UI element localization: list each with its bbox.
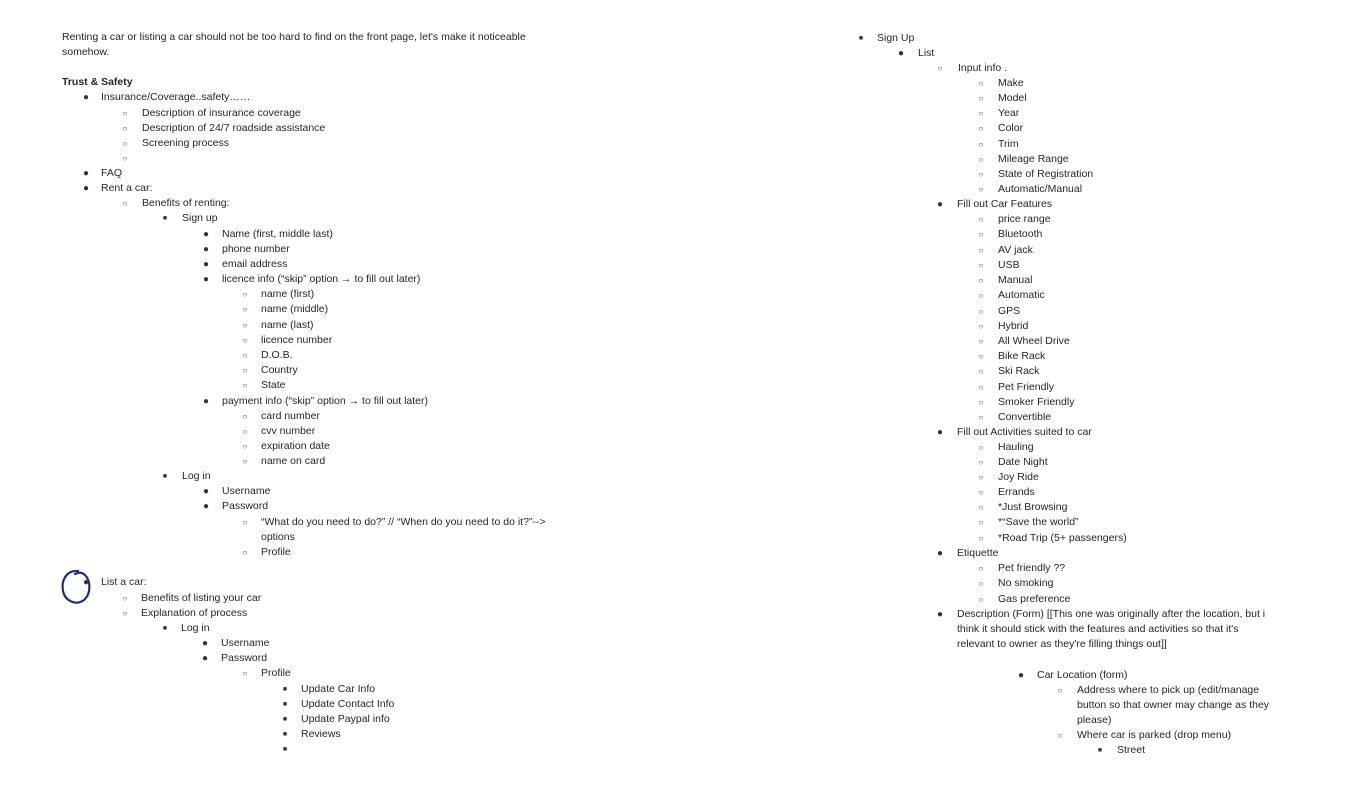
list-item: *Just Browsing <box>998 501 1068 513</box>
list-item: phone number <box>222 243 290 255</box>
bullet-circle-icon: ○ <box>242 366 248 375</box>
bullet-circle-icon: ○ <box>978 185 984 194</box>
bullet-dot-icon: ● <box>202 486 210 497</box>
list-item: Errands <box>998 486 1035 498</box>
list-item: All Wheel Drive <box>998 335 1070 347</box>
bullet-circle-icon: ○ <box>978 383 984 392</box>
list-item: Automatic/Manual <box>998 183 1083 195</box>
address-line-2: button so that owner may change as they <box>1077 699 1270 711</box>
input-info-item: Input info . <box>958 62 1008 74</box>
bullet-circle-icon: ○ <box>978 322 984 331</box>
address-line-1: Address where to pick up (edit/manage <box>1077 684 1260 696</box>
bullet-circle-icon: ○ <box>242 548 248 557</box>
list-item: Year <box>998 107 1020 119</box>
bullet-dot-icon: ● <box>201 653 209 664</box>
intro-line-1: Renting a car or listing a car should not be too hard to find on the front page, let's make it noticeable <box>62 31 526 43</box>
bullet-dot-icon: ● <box>936 548 944 559</box>
bullet-circle-icon: ○ <box>242 381 248 390</box>
username-item: Username <box>221 637 270 649</box>
list-item: Update Contact Info <box>301 698 395 710</box>
bullet-circle-icon: ○ <box>978 595 984 604</box>
bullet-circle-icon: ○ <box>242 669 248 678</box>
list-item: D.O.B. <box>261 349 293 361</box>
licence-info-item: licence info (“skip” option → to fill out later) <box>222 273 421 285</box>
bullet-square-icon: ■ <box>282 746 288 753</box>
bullet-circle-icon: ○ <box>978 352 984 361</box>
bullet-dot-icon: ● <box>82 168 90 179</box>
bullet-circle-icon: ○ <box>978 473 984 482</box>
list-item: Update Car Info <box>301 683 376 695</box>
bullet-circle-icon: ○ <box>242 427 248 436</box>
bullet-circle-icon: ○ <box>242 351 248 360</box>
bullet-square-icon: ■ <box>282 701 288 708</box>
bullet-circle-icon: ○ <box>978 518 984 527</box>
bullet-circle-icon: ○ <box>978 79 984 88</box>
list-item: name on card <box>261 455 326 467</box>
list-item: Mileage Range <box>998 153 1069 165</box>
list-item: Pet Friendly <box>998 381 1055 393</box>
list-item: Make <box>998 77 1024 89</box>
list-item: licence number <box>261 334 333 346</box>
list-item: Trim <box>998 138 1019 150</box>
bullet-circle-icon: ○ <box>122 609 128 618</box>
bullet-circle-icon: ○ <box>242 336 248 345</box>
bullet-circle-icon: ○ <box>242 321 248 330</box>
list-item: email address <box>222 258 288 270</box>
list-item: USB <box>998 259 1020 271</box>
list-item: Hybrid <box>998 320 1029 332</box>
bullet-circle-icon: ○ <box>242 290 248 299</box>
bullet-circle-icon: ○ <box>978 579 984 588</box>
bullet-circle-icon: ○ <box>978 94 984 103</box>
list-item: Name (first, middle last) <box>222 228 333 240</box>
bullet-dot-icon: ● <box>202 259 210 270</box>
list-item: Smoker Friendly <box>998 396 1075 408</box>
list-item: card number <box>261 410 320 422</box>
bullet-square-icon: ■ <box>282 731 288 738</box>
bullet-circle-icon: ○ <box>122 139 128 148</box>
intro-line-2: somehow. <box>62 46 110 58</box>
bullet-circle-icon: ○ <box>978 170 984 179</box>
options-line-1: “What do you need to do?” // “When do you need to do it?”--> <box>261 516 546 528</box>
list-item: *Road Trip (5+ passengers) <box>998 532 1127 544</box>
bullet-circle-icon: ○ <box>978 488 984 497</box>
bullet-circle-icon: ○ <box>978 458 984 467</box>
list-item-heading: List <box>918 47 935 59</box>
bullet-circle-icon: ○ <box>242 305 248 314</box>
list-item: price range <box>998 213 1051 225</box>
address-line-3: please) <box>1077 714 1112 726</box>
list-item: Date Night <box>998 456 1048 468</box>
list-a-car-item: List a car: <box>101 576 147 588</box>
bullet-circle-icon: ○ <box>978 398 984 407</box>
right-page <box>690 0 1347 787</box>
options-line-2: options <box>261 531 295 543</box>
list-item: Pet friendly ?? <box>998 562 1066 574</box>
rent-a-car-item: Rent a car: <box>101 182 153 194</box>
bullet-dot-icon: ● <box>936 427 944 438</box>
bullet-circle-icon: ○ <box>937 64 943 73</box>
bullet-circle-icon: ○ <box>122 124 128 133</box>
log-in-item: Log in <box>182 470 211 482</box>
list-item: Automatic <box>998 289 1045 301</box>
car-features-item: Fill out Car Features <box>957 198 1053 210</box>
bullet-circle-icon: ○ <box>978 140 984 149</box>
list-item: Description of insurance coverage <box>142 107 301 119</box>
bullet-circle-icon: ○ <box>242 457 248 466</box>
trust-safety-heading: Trust & Safety <box>62 76 133 88</box>
sign-up-item: Sign up <box>182 212 218 224</box>
bullet-dot-icon: ● <box>936 199 944 210</box>
bullet-dot-icon: ● <box>202 396 210 407</box>
list-item: Model <box>998 92 1027 104</box>
left-page <box>0 0 650 787</box>
bullet-circle-icon: ○ <box>122 594 128 603</box>
list-item: Convertible <box>998 411 1052 423</box>
payment-info-item: payment info (“skip” option → to fill out later) <box>222 395 429 407</box>
bullet-circle-icon: ○ <box>978 109 984 118</box>
bullet-circle-icon: ○ <box>978 261 984 270</box>
list-item: expiration date <box>261 440 330 452</box>
bullet-circle-icon: ○ <box>242 518 248 527</box>
list-item: Screening process <box>142 137 229 149</box>
bullet-square-icon: ■ <box>282 716 288 723</box>
password-item: Password <box>221 652 268 664</box>
bullet-square-icon: ■ <box>162 473 168 480</box>
car-location-item: Car Location (form) <box>1037 669 1128 681</box>
list-item: AV jack <box>998 244 1033 256</box>
list-item: name (middle) <box>261 303 329 315</box>
description-line-1: Description (Form) [[This one was originally after the location, but i <box>957 608 1266 620</box>
profile-item: Profile <box>261 667 291 679</box>
bullet-square-icon: ■ <box>282 686 288 693</box>
list-item: Bluetooth <box>998 228 1043 240</box>
bullet-circle-icon: ○ <box>122 109 128 118</box>
profile-item: Profile <box>261 546 291 558</box>
list-item: Ski Rack <box>998 365 1040 377</box>
bullet-circle-icon: ○ <box>122 199 128 208</box>
sign-up-item: Sign Up <box>877 32 915 44</box>
bullet-square-icon: ■ <box>858 35 864 42</box>
faq-item: FAQ <box>101 167 123 179</box>
bullet-square-icon: ■ <box>1097 747 1103 754</box>
bullet-circle-icon: ○ <box>978 367 984 376</box>
bullet-circle-icon: ○ <box>1057 731 1063 740</box>
list-item: Description of 24/7 roadside assistance <box>142 122 326 134</box>
bullet-circle-icon: ○ <box>978 124 984 133</box>
bullet-circle-icon: ○ <box>978 503 984 512</box>
bullet-circle-icon: ○ <box>1057 686 1063 695</box>
bullet-circle-icon: ○ <box>978 291 984 300</box>
street-item: Street <box>1117 744 1146 756</box>
bullet-circle-icon: ○ <box>978 443 984 452</box>
bullet-dot-icon: ● <box>897 48 905 59</box>
insurance-item: Insurance/Coverage..safety…… <box>101 91 251 103</box>
list-item: Update Paypal info <box>301 713 390 725</box>
bullet-circle-icon: ○ <box>978 307 984 316</box>
list-item: Explanation of process <box>141 607 248 619</box>
bullet-dot-icon: ● <box>202 274 210 285</box>
list-item: name (first) <box>261 288 315 300</box>
bullet-circle-icon: ○ <box>978 276 984 285</box>
bullet-dot-icon: ● <box>202 501 210 512</box>
bullet-square-icon: ■ <box>162 625 168 632</box>
bullet-square-icon: ■ <box>162 215 168 222</box>
bullet-circle-icon: ○ <box>978 215 984 224</box>
bullet-circle-icon: ○ <box>242 442 248 451</box>
bullet-dot-icon: ● <box>936 609 944 620</box>
list-item: Benefits of listing your car <box>141 592 262 604</box>
bullet-dot-icon: ● <box>82 92 90 103</box>
list-item: Bike Rack <box>998 350 1046 362</box>
bullet-circle-icon: ○ <box>978 230 984 239</box>
description-line-2: think it should stick with the features and activities so that it's <box>957 623 1239 635</box>
bullet-circle-icon: ○ <box>978 337 984 346</box>
bullet-dot-icon: ● <box>82 183 90 194</box>
list-item: cvv number <box>261 425 316 437</box>
username-item: Username <box>222 485 271 497</box>
bullet-circle-icon: ○ <box>978 413 984 422</box>
list-item: Hauling <box>998 441 1034 453</box>
list-item: No smoking <box>998 577 1054 589</box>
bullet-circle-icon: ○ <box>242 412 248 421</box>
list-item: Manual <box>998 274 1033 286</box>
list-item: Country <box>261 364 298 376</box>
bullet-dot-icon: ● <box>202 244 210 255</box>
list-item: Gas preference <box>998 593 1071 605</box>
activities-item: Fill out Activities suited to car <box>957 426 1092 438</box>
log-in-item: Log in <box>181 622 210 634</box>
list-item: name (last) <box>261 319 314 331</box>
list-item: Joy Ride <box>998 471 1039 483</box>
bullet-dot-icon: ● <box>82 577 90 588</box>
where-parked-item: Where car is parked (drop menu) <box>1077 729 1232 741</box>
list-item: *“Save the world” <box>998 516 1079 528</box>
list-item: State <box>261 379 286 391</box>
benefits-renting: Benefits of renting: <box>142 197 230 209</box>
bullet-circle-icon: ○ <box>978 155 984 164</box>
bullet-dot-icon: ● <box>1017 670 1025 681</box>
list-item: Reviews <box>301 728 341 740</box>
bullet-dot-icon: ● <box>201 638 209 649</box>
list-item: State of Registration <box>998 168 1094 180</box>
bullet-circle-icon: ○ <box>978 246 984 255</box>
list-item: GPS <box>998 305 1021 317</box>
bullet-circle-icon: ○ <box>978 564 984 573</box>
etiquette-item: Etiquette <box>957 547 999 559</box>
list-item: Color <box>998 122 1024 134</box>
description-line-3: relevant to owner as they're filling things out]] <box>957 638 1167 650</box>
bullet-circle-icon: ○ <box>122 154 128 163</box>
password-item: Password <box>222 500 269 512</box>
bullet-circle-icon: ○ <box>978 534 984 543</box>
bullet-dot-icon: ● <box>202 229 210 240</box>
